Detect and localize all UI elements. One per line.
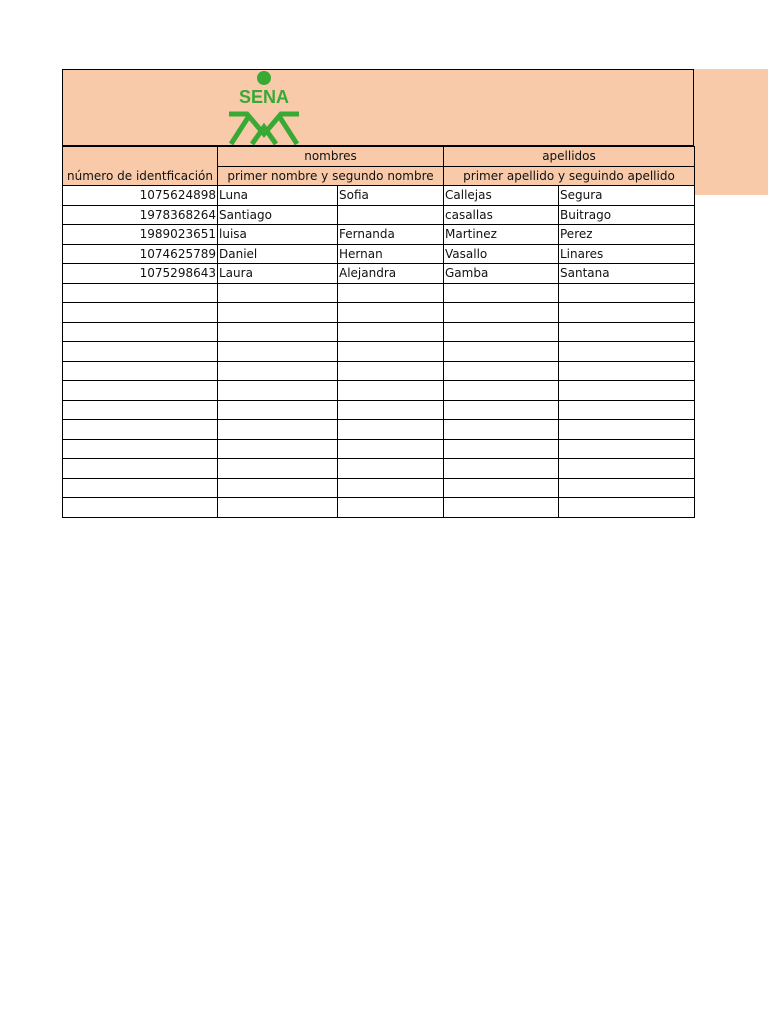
- cell-id[interactable]: 1978368264: [63, 205, 218, 225]
- header-fill-extension: [694, 69, 768, 195]
- empty-row: [63, 478, 695, 498]
- header-apellidos[interactable]: apellidos: [444, 147, 695, 167]
- table-row: [63, 244, 695, 264]
- empty-cell[interactable]: [444, 283, 559, 303]
- empty-cell[interactable]: [218, 283, 338, 303]
- empty-row: [63, 381, 695, 401]
- header-nombres-sub[interactable]: primer nombre y segundo nombre: [218, 166, 444, 186]
- empty-cell[interactable]: [559, 381, 695, 401]
- empty-cell[interactable]: [218, 303, 338, 323]
- header-banner: [62, 69, 694, 146]
- cell-segundo-nombre[interactable]: [338, 205, 444, 225]
- empty-cell[interactable]: [63, 342, 218, 362]
- empty-cell[interactable]: [63, 478, 218, 498]
- cell-primer-apellido[interactable]: Vasallo: [444, 244, 559, 264]
- empty-cell[interactable]: [559, 342, 695, 362]
- empty-cell[interactable]: [63, 400, 218, 420]
- empty-cell[interactable]: [338, 303, 444, 323]
- cell-segundo-apellido[interactable]: Perez: [559, 225, 695, 245]
- empty-cell[interactable]: [218, 420, 338, 440]
- header-nombres[interactable]: nombres: [218, 147, 444, 167]
- empty-cell[interactable]: [559, 420, 695, 440]
- empty-cell[interactable]: [559, 322, 695, 342]
- empty-cell[interactable]: [338, 420, 444, 440]
- cell-segundo-apellido[interactable]: Buitrago: [559, 205, 695, 225]
- header-apellidos-sub[interactable]: primer apellido y seguindo apellido: [444, 166, 695, 186]
- empty-cell[interactable]: [63, 439, 218, 459]
- empty-cell[interactable]: [218, 400, 338, 420]
- empty-cell[interactable]: [218, 361, 338, 381]
- cell-id[interactable]: 1074625789: [63, 244, 218, 264]
- empty-cell[interactable]: [444, 498, 559, 518]
- empty-cell[interactable]: [338, 283, 444, 303]
- header-id[interactable]: número de identficación: [63, 147, 218, 186]
- empty-cell[interactable]: [338, 342, 444, 362]
- empty-row: [63, 322, 695, 342]
- empty-cell[interactable]: [338, 381, 444, 401]
- empty-row: [63, 498, 695, 518]
- cell-primer-nombre[interactable]: Santiago: [218, 205, 338, 225]
- empty-cell[interactable]: [63, 303, 218, 323]
- cell-segundo-apellido[interactable]: Santana: [559, 264, 695, 284]
- empty-cell[interactable]: [218, 459, 338, 479]
- empty-cell[interactable]: [559, 439, 695, 459]
- empty-cell[interactable]: [559, 361, 695, 381]
- empty-cell[interactable]: [218, 478, 338, 498]
- empty-cell[interactable]: [444, 322, 559, 342]
- empty-cell[interactable]: [559, 498, 695, 518]
- empty-row: [63, 342, 695, 362]
- cell-primer-nombre[interactable]: luisa: [218, 225, 338, 245]
- empty-cell[interactable]: [63, 381, 218, 401]
- empty-row: [63, 303, 695, 323]
- data-table: [62, 146, 695, 518]
- empty-cell[interactable]: [338, 478, 444, 498]
- empty-cell[interactable]: [338, 439, 444, 459]
- empty-cell[interactable]: [444, 439, 559, 459]
- empty-cell[interactable]: [63, 361, 218, 381]
- cell-segundo-nombre[interactable]: Hernan: [338, 244, 444, 264]
- empty-cell[interactable]: [63, 283, 218, 303]
- svg-text:SENA: SENA: [238, 87, 290, 107]
- empty-cell[interactable]: [559, 400, 695, 420]
- empty-cell[interactable]: [218, 498, 338, 518]
- cell-segundo-nombre[interactable]: Sofia: [338, 186, 444, 206]
- cell-primer-apellido[interactable]: Martinez: [444, 225, 559, 245]
- empty-cell[interactable]: [338, 498, 444, 518]
- empty-cell[interactable]: [444, 400, 559, 420]
- cell-id[interactable]: 1075298643: [63, 264, 218, 284]
- sena-logo: [225, 70, 305, 146]
- empty-row: [63, 420, 695, 440]
- empty-cell[interactable]: [444, 303, 559, 323]
- empty-cell[interactable]: [444, 361, 559, 381]
- empty-row: [63, 361, 695, 381]
- empty-cell[interactable]: [444, 420, 559, 440]
- empty-cell[interactable]: [444, 459, 559, 479]
- cell-primer-apellido[interactable]: Callejas: [444, 186, 559, 206]
- cell-segundo-nombre[interactable]: Alejandra: [338, 264, 444, 284]
- cell-primer-nombre[interactable]: Laura: [218, 264, 338, 284]
- empty-cell[interactable]: [559, 478, 695, 498]
- empty-row: [63, 439, 695, 459]
- empty-row: [63, 283, 695, 303]
- empty-cell[interactable]: [63, 459, 218, 479]
- empty-cell[interactable]: [218, 342, 338, 362]
- empty-cell[interactable]: [338, 400, 444, 420]
- cell-primer-apellido[interactable]: Gamba: [444, 264, 559, 284]
- cell-segundo-nombre[interactable]: Fernanda: [338, 225, 444, 245]
- empty-cell[interactable]: [63, 420, 218, 440]
- empty-cell[interactable]: [63, 322, 218, 342]
- table-row: [63, 225, 695, 245]
- empty-cell[interactable]: [338, 361, 444, 381]
- cell-primer-apellido[interactable]: casallas: [444, 205, 559, 225]
- table-row: [63, 205, 695, 225]
- table-row: [63, 186, 695, 206]
- empty-cell[interactable]: [218, 381, 338, 401]
- cell-segundo-apellido[interactable]: Linares: [559, 244, 695, 264]
- cell-id[interactable]: 1989023651: [63, 225, 218, 245]
- empty-cell[interactable]: [559, 283, 695, 303]
- empty-cell[interactable]: [338, 322, 444, 342]
- empty-cell[interactable]: [444, 342, 559, 362]
- cell-id[interactable]: 1075624898: [63, 186, 218, 206]
- empty-cell[interactable]: [218, 439, 338, 459]
- empty-cell[interactable]: [559, 459, 695, 479]
- table-row: [63, 264, 695, 284]
- empty-row: [63, 400, 695, 420]
- empty-cell[interactable]: [63, 498, 218, 518]
- empty-cell[interactable]: [444, 381, 559, 401]
- cell-segundo-apellido[interactable]: Segura: [559, 186, 695, 206]
- empty-row: [63, 459, 695, 479]
- empty-cell[interactable]: [559, 303, 695, 323]
- header-row-1: [63, 147, 695, 167]
- cell-primer-nombre[interactable]: Luna: [218, 186, 338, 206]
- empty-cell[interactable]: [444, 478, 559, 498]
- empty-cell[interactable]: [218, 322, 338, 342]
- cell-primer-nombre[interactable]: Daniel: [218, 244, 338, 264]
- empty-cell[interactable]: [338, 459, 444, 479]
